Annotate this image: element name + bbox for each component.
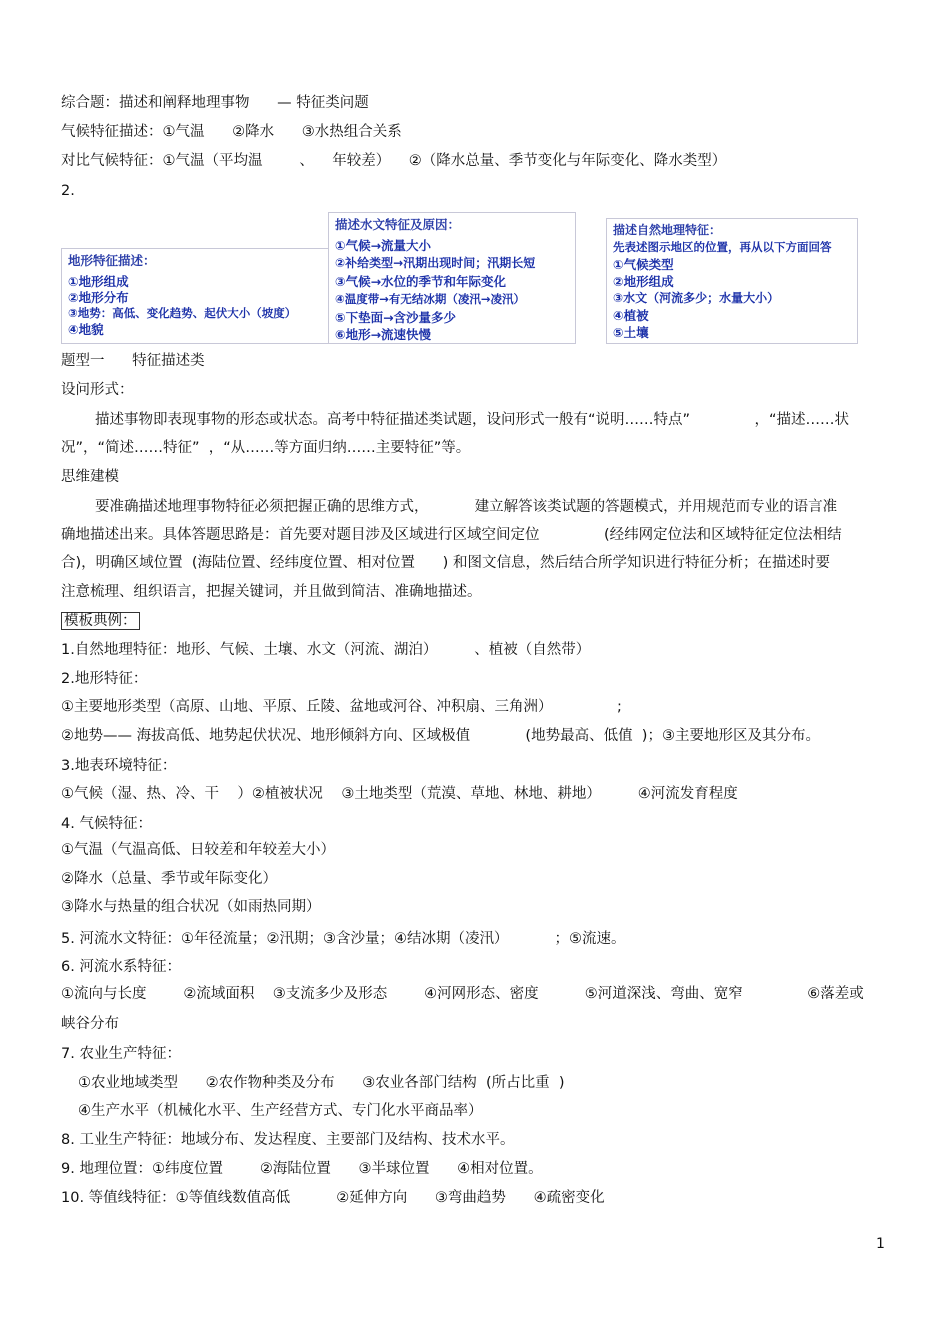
figure-item: ⑤土壤	[613, 325, 649, 340]
text-line: ①气温（气温高低、日较差和年较差大小）	[61, 842, 335, 858]
paragraph-line: 合)，明确区域位置 (海陆位置、经纬度位置、相对位置 ) 和图文信息，然后结合所学知识进行特征分析；在描述时要	[61, 555, 830, 571]
figure-title: 描述自然地理特征：	[613, 223, 722, 237]
text-line: 综合题：描述和阐释地理事物 — 特征类问题	[61, 95, 369, 111]
text-line: 4. 气候特征：	[61, 816, 152, 832]
text-line: 峡谷分布	[61, 1016, 119, 1032]
text-line: 9. 地理位置：①纬度位置 ②海陆位置 ③半球位置 ④相对位置。	[61, 1161, 543, 1177]
figure-item: ⑥地形→流速快慢	[335, 327, 432, 342]
figure-item: ④温度带→有无结冰期（凌汛→凌汛）	[335, 292, 526, 306]
figure-item: ③水文（河流多少；水量大小）	[613, 291, 780, 305]
figure-item: ④地貌	[68, 322, 104, 337]
terrain-feature-figure	[61, 248, 329, 344]
page-number: 1	[876, 1236, 885, 1252]
figure-item: ②地形组成	[613, 274, 674, 289]
hydrology-feature-figure	[328, 212, 576, 344]
figure-item: ③气候→水位的季节和年际变化	[335, 274, 507, 289]
boxed-label: 模板典例：	[61, 612, 140, 630]
text-line: 2.	[61, 183, 75, 199]
paragraph-line: 要准确描述地理事物特征必须把握正确的思维方式， 建立解答该类试题的答题模式，并用规范而专业的语言准	[95, 499, 838, 515]
text-line: ②地势—— 海拔高低、地势起伏状况、地形倾斜方向、区域极值 (地势最高、低值 )；③主要地形区及其分布。	[61, 728, 820, 744]
figure-subtitle: 先表述图示地区的位置，再从以下方面回答	[613, 240, 832, 254]
text-line: 8. 工业生产特征：地域分布、发达程度、主要部门及结构、技术水平。	[61, 1132, 515, 1148]
figure-item: ④植被	[613, 308, 649, 323]
text-line: ①流向与长度 ②流域面积 ③支流多少及形态 ④河网形态、密度 ⑤河道深浅、弯曲、宽窄 ⑥落差或	[61, 986, 864, 1002]
figure-item: ③地势：高低、变化趋势、起伏大小（坡度）	[68, 306, 297, 320]
text-line: 1.自然地理特征：地形、气候、土壤、水文（河流、湖泊） 、植被（自然带）	[61, 642, 591, 658]
text-line: ③降水与热量的组合状况（如雨热同期）	[61, 899, 321, 915]
text-line: 6. 河流水系特征：	[61, 959, 181, 975]
text-line: ④生产水平（机械化水平、生产经营方式、专门化水平商品率）	[78, 1103, 483, 1119]
paragraph-line: 确地描述出来。具体答题思路是：首先要对题目涉及区域进行区域空间定位 (经纬网定位法和区域特征定位法相结	[61, 527, 842, 543]
figure-item: ①气候类型	[613, 257, 674, 272]
paragraph-line: 况”，“简述……特征” ，“从……等方面归纳……主要特征”等。	[61, 440, 471, 456]
text-line: 5. 河流水文特征：①年径流量；②汛期；③含沙量；④结冰期（凌汛） ；⑤流速。	[61, 931, 626, 947]
text-line: 10. 等值线特征：①等值线数值高低 ②延伸方向 ③弯曲趋势 ④疏密变化	[61, 1190, 605, 1206]
section-heading: 思维建模	[61, 469, 119, 485]
figure-item: ①地形组成	[68, 274, 129, 289]
text-line: 3.地表环境特征：	[61, 758, 177, 774]
template-example-label	[61, 612, 140, 630]
text-line: ①农业地域类型 ②农作物种类及分布 ③农业各部门结构 (所占比重 )	[78, 1075, 565, 1091]
text-line: 气候特征描述：①气温 ②降水 ③水热组合关系	[61, 124, 402, 140]
text-line: ①主要地形类型（高原、山地、平原、丘陵、盆地或河谷、冲积扇、三角洲） ;	[61, 699, 622, 715]
figure-title: 地形特征描述：	[68, 253, 156, 268]
text-line: 2.地形特征：	[61, 671, 148, 687]
text-line: 7. 农业生产特征：	[61, 1046, 181, 1062]
text-line: 设问形式：	[61, 382, 134, 398]
figure-item: ②补给类型→汛期出现时间；汛期长短	[335, 256, 536, 270]
text-line: 对比气候特征：①气温（平均温 、 年较差） ②（降水总量、季节变化与年际变化、降水类型）	[61, 153, 727, 169]
paragraph-line: 描述事物即表现事物的形态或状态。高考中特征描述类试题，设问形式一般有“说明……特点” ，“描述……状	[95, 412, 850, 428]
section-heading: 题型一 特征描述类	[61, 353, 205, 369]
text-line: ②降水（总量、季节或年际变化）	[61, 871, 277, 887]
figure-item: ①气候→流量大小	[335, 238, 432, 253]
text-line: ①气候（湿、热、冷、干 ）②植被状况 ③土地类型（荒漠、草地、林地、耕地） ④河流发育程度	[61, 786, 738, 802]
natural-geography-figure	[606, 218, 858, 344]
figure-item: ②地形分布	[68, 290, 129, 305]
paragraph-line: 注意梳理、组织语言，把握关键词，并且做到简洁、准确地描述。	[61, 584, 482, 600]
figure-item: ⑤下垫面→含沙量多少	[335, 310, 457, 325]
figure-title: 描述水文特征及原因：	[335, 217, 461, 232]
